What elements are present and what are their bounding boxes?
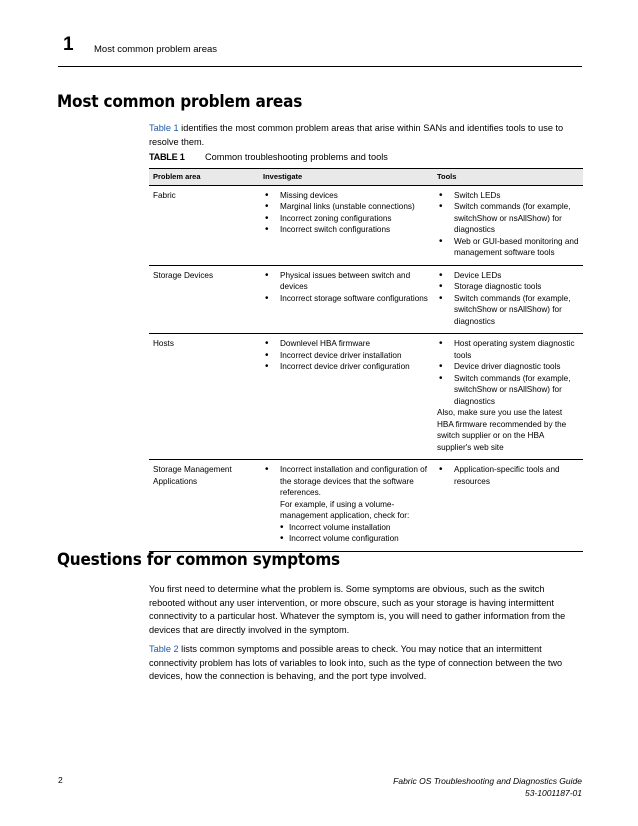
header-divider <box>58 66 582 67</box>
tools-note: Also, make sure you use the latest HBA firmware recommended by the switch supplier or on the HBA supplier's web site <box>437 408 567 452</box>
column-header-investigate: Investigate <box>259 169 433 186</box>
cell-tools <box>433 460 583 552</box>
table-row <box>149 265 583 334</box>
column-header-problem-area: Problem area <box>149 169 259 186</box>
intro-text: identifies the most common problem areas that arise within SANs and identifies tools to use to resolve them. <box>149 123 564 147</box>
table-caption-text: Common troubleshooting problems and tools <box>205 152 388 162</box>
list-item: • Device LEDs <box>437 270 579 282</box>
list-item: • Storage diagnostic tools <box>437 281 579 293</box>
table-caption-label: TABLE 1 <box>149 152 185 162</box>
list-item: • Switch LEDs <box>437 190 579 202</box>
cell-tools <box>433 265 583 334</box>
table-2-link[interactable]: Table 2 <box>149 644 179 654</box>
section-heading: Questions for common symptoms <box>57 550 340 570</box>
list-item: • Incorrect device driver configuration <box>263 361 429 373</box>
list-item: • Incorrect device driver installation <box>263 350 429 362</box>
problems-table <box>149 168 583 552</box>
list-item: • Web or GUI-based monitoring and management software tools <box>437 236 579 259</box>
list-item: • Missing devices <box>263 190 429 202</box>
intro-paragraph <box>149 122 583 149</box>
table-caption <box>149 152 388 162</box>
table-1-link[interactable]: Table 1 <box>149 123 179 133</box>
list-item: • Switch commands (for example, switchShow or nsAllShow) for diagnostics <box>437 201 579 236</box>
list-item-text: Incorrect installation and configuration of the storage devices that the software references. <box>280 465 428 497</box>
chapter-number: 1 <box>63 34 74 55</box>
list-item: • Switch commands (for example, switchShow or nsAllShow) for diagnostics <box>437 373 579 408</box>
cell-problem-area: Storage Devices <box>149 265 259 334</box>
section-heading: Most common problem areas <box>57 92 303 112</box>
list-item: • Marginal links (unstable connections) <box>263 201 429 213</box>
list-item: • Incorrect switch configurations <box>263 224 429 236</box>
page-number: 2 <box>58 775 63 785</box>
list-item: • Application-specific tools and resources <box>437 464 579 487</box>
cell-problem-area: Storage Management Applications <box>149 460 259 552</box>
list-item: • Switch commands (for example, switchShow or nsAllShow) for diagnostics <box>437 293 579 328</box>
cell-investigate <box>259 334 433 460</box>
table-row <box>149 334 583 460</box>
body-paragraph <box>149 643 583 684</box>
body-text: lists common symptoms and possible areas to check. You may notice that an intermittent connectivity problem has lots of variables to look into, such as the type of connection between the two devices, how the connection is behaving, and the port type involved. <box>149 644 563 681</box>
column-header-tools: Tools <box>433 169 583 186</box>
investigate-note: For example, if using a volume-management application, check for: <box>280 499 410 520</box>
cell-tools <box>433 185 583 265</box>
footer-doc-info <box>393 775 582 799</box>
list-item: • Incorrect zoning configurations <box>263 213 429 225</box>
list-item <box>263 464 429 545</box>
footer-doc-title: Fabric OS Troubleshooting and Diagnostics Guide <box>393 776 582 786</box>
cell-investigate <box>259 185 433 265</box>
cell-tools <box>433 334 583 460</box>
cell-problem-area: Hosts <box>149 334 259 460</box>
cell-investigate <box>259 460 433 552</box>
body-paragraph: You first need to determine what the problem is. Some symptoms are obvious, such as the switch rebooted without any user intervention, or more obscure, such as your storage is having intermittent connectivity to a particular host. Whatever the symptom is, you will need to gather information from the devices that are directly involved in the symptom. <box>149 584 566 635</box>
list-item: • Downlevel HBA firmware <box>263 338 429 350</box>
chapter-title: Most common problem areas <box>94 44 218 55</box>
table-row <box>149 185 583 265</box>
table-row <box>149 460 583 552</box>
cell-investigate <box>259 265 433 334</box>
list-item: • Incorrect storage software configurations <box>263 293 429 305</box>
list-item: • Device driver diagnostic tools <box>437 361 579 373</box>
cell-problem-area: Fabric <box>149 185 259 265</box>
list-item: • Physical issues between switch and devices <box>263 270 429 293</box>
sub-list-item: • Incorrect volume configuration <box>280 533 429 545</box>
list-item: • Host operating system diagnostic tools <box>437 338 579 361</box>
sub-list-item: • Incorrect volume installation <box>280 522 429 534</box>
footer-doc-id: 53-1001187-01 <box>524 788 582 798</box>
